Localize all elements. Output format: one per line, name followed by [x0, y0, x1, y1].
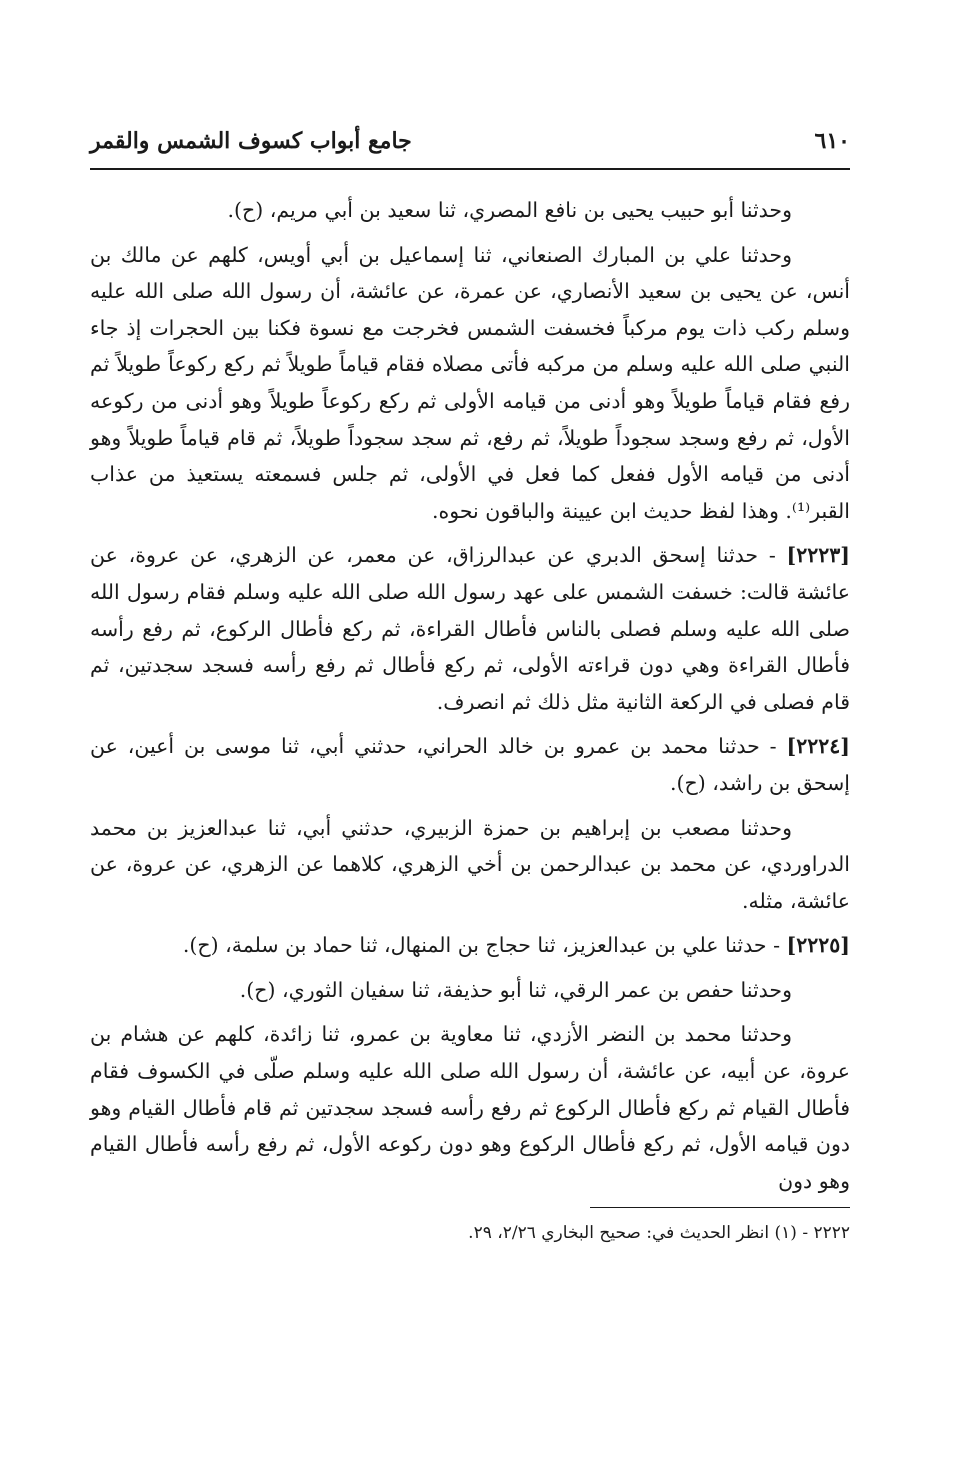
paragraph-text: وحدثنا علي بن المبارك الصنعاني، ثنا إسماعيل بن أبي أويس، كلهم عن مالك بن أنس، عن يحيى بن سعيد الأنصاري، عن عمرة، عن عائشة، أن رسول الله صلى الله عليه وسلم ركب ذات يوم مركباً فخسفت الشمس فخرجت مع نسوة فكنا بين الحجرات إذ جاء النبي صلى الله عليه وسلم من مركبه فأتى مصلاه فقام قياماً طويلاً ثم ركع ركوعاً طويلاً ثم رفع فقام قياماً طويلاً وهو أدنى من قيامه الأولى ثم ركع ركوعاً طويلاً وهو أدنى من ركوعه الأول، ثم رفع وسجد سجوداً طويلاً، ثم رفع، ثم سجد سجوداً طويلاً، ثم قام قياماً طويلاً وهو أدنى من قيامه الأول ففعل كما فعل في الأولى، ثم جلس فسمعته يستعيذ من عذاب القبر⁽¹⁾. وهذا لفظ حديث ابن عيينة والباقون نحوه.	[90, 242, 850, 523]
footnote: ٢٢٢٢ - (١) انظر الحديث في: صحيح البخاري ٢/٢٦، ٢٩.	[468, 1223, 850, 1244]
header-rule	[90, 168, 850, 170]
hadith-number: [٢٢٢٥]	[786, 933, 850, 958]
running-title: جامع أبواب كسوف الشمس والقمر	[90, 128, 412, 154]
paragraph-text: وحدثنا حفص بن عمر الرقي، ثنا أبو حذيفة، ثنا سفيان الثوري، (ح).	[239, 977, 792, 1002]
page-body	[90, 192, 850, 1199]
page-number: ٦١٠	[814, 128, 850, 154]
page-header	[90, 128, 850, 166]
paragraph	[90, 192, 850, 229]
paragraph-text: - حدثنا محمد بن عمرو بن خالد الحراني، حدثني أبي، ثنا موسى بن أعين، عن إسحق بن راشد، (ح).	[90, 734, 850, 795]
hadith-number: [٢٢٢٣]	[786, 543, 850, 568]
paragraph	[90, 810, 850, 920]
book-page	[90, 128, 850, 1248]
paragraph	[90, 237, 850, 530]
footnote-rule	[590, 1207, 850, 1208]
paragraph-text: وحدثنا مصعب بن إبراهيم بن حمزة الزبيري، حدثني أبي، ثنا عبدالعزيز بن محمد الدراوردي، عن محمد بن عبدالرحمن بن أخي الزهري، كلاهما عن الزهري، عن عروة، عن عائشة، مثله.	[90, 815, 850, 913]
paragraph-text: وحدثنا أبو حبيب يحيى بن نافع المصري، ثنا سعيد بن أبي مريم، (ح).	[227, 198, 792, 222]
paragraph	[90, 972, 850, 1009]
paragraph	[90, 1016, 850, 1199]
hadith-paragraph	[90, 728, 850, 801]
hadith-number: [٢٢٢٤]	[786, 734, 850, 759]
paragraph-text: وحدثنا محمد بن النضر الأزدي، ثنا معاوية بن عمرو، ثنا زائدة، كلهم عن هشام بن عروة، عن أبيه، عن عائشة، أن رسول الله صلى الله عليه وسلم صلّى في الكسوف فقام فأطال القيام ثم ركع فأطال الركوع ثم رفع رأسه فسجد سجدتين ثم قام فأطال القيام وهو دون قيامه الأول، ثم ركع فأطال الركوع وهو دون ركوعه الأول، ثم رفع رأسه فأطال القيام وهو دون	[90, 1022, 850, 1193]
paragraph-text: - حدثنا علي بن عبدالعزيز، ثنا حجاج بن المنهال، ثنا حماد بن سلمة، (ح).	[182, 933, 781, 958]
paragraph-text: - حدثنا إسحق الدبري عن عبدالرزاق، عن معمر، عن الزهري، عن عروة، عن عائشة قالت: خسفت الشمس على عهد رسول الله صلى الله عليه وسلم فقام رسول الله صلى الله عليه وسلم فصلى بالناس فأطال القراءة، ثم ركع فأطال الركوع، ثم رفع رأسه فأطال القراءة وهي دون قراءته الأولى، ثم ركع فأطال ثم رفع رأسه فسجد سجدتين، ثم قام فصلى في الركعة الثانية مثل ذلك ثم انصرف.	[90, 543, 850, 714]
hadith-paragraph	[90, 537, 850, 720]
hadith-paragraph	[90, 927, 850, 964]
